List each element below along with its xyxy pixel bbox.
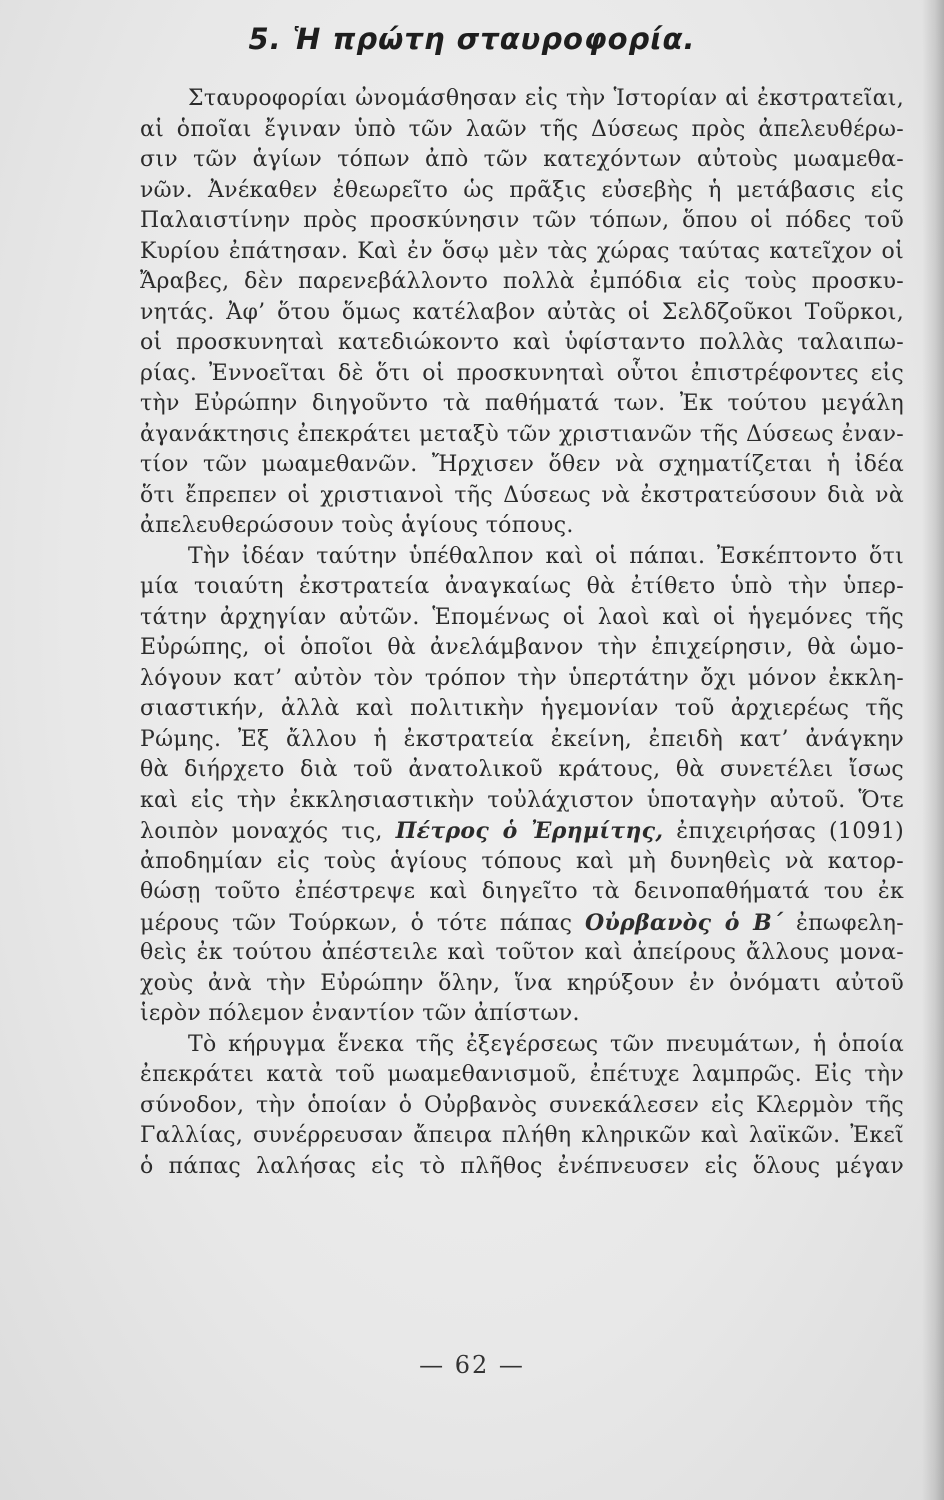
text-line: ρίας. Ἐννοεῖται δὲ ὅτι οἱ προσκυνηταὶ οὗτοι ἐπιστρέφοντες εἰς [140, 360, 904, 386]
text-line: σύνοδον, τὴν ὁποίαν ὁ Οὐρβανὸς συνεκάλεσεν εἰς Κλερμὸν τῆς [140, 1092, 904, 1118]
text-line: ἀπελευθερώσουν τοὺς ἁγίους τόπους. [140, 513, 574, 538]
text-prefix: μέρους τῶν Τούρκων, ὁ τότε πάπας [140, 910, 585, 936]
text-line: σιαστικήν, ἀλλὰ καὶ πολιτικὴν ἡγεμονίαν τοῦ ἀρχιερέως τῆς [140, 696, 904, 721]
text-suffix: ἐπωφελη- [783, 910, 904, 936]
text-prefix: λοιπὸν μοναχός τις, [140, 819, 396, 844]
text-line: σιν τῶν ἁγίων τόπων ἀπὸ τῶν κατεχόντων αὐτοὺς μωαμεθα- [140, 147, 904, 172]
text-line: νῶν. Ἀνέκαθεν ἐθεωρεῖτο ὡς πρᾶξις εὐσεβὴς ἡ μετάβασις εἰς [140, 177, 904, 203]
text-line: λόγουν κατ’ αὐτὸν τὸν τρόπον τὴν ὑπερτάτην ὄχι μόνον ἐκκλη- [140, 665, 904, 691]
text-line: ὁ πάπας λαλήσας εἰς τὸ πλῆθος ἐνέπνευσεν εἰς ὅλους μέγαν [140, 1153, 904, 1179]
text-line: αἱ ὁποῖαι ἔγιναν ὑπὸ τῶν λαῶν τῆς Δύσεως πρὸς ἀπελευθέρω- [140, 116, 904, 142]
text-line: Εὐρώπης, οἱ ὁποῖοι θὰ ἀνελάμβανον τὴν ἐπιχείρησιν, θὰ ὡμο- [140, 635, 904, 660]
text-line: θεὶς ἐκ τούτου ἀπέστειλε καὶ τοῦτον καὶ ἀπείρους ἄλλους μονα- [140, 940, 904, 965]
text-line: ὅτι ἔπρεπεν οἱ χριστιανοὶ τῆς Δύσεως νὰ ἐκστρατεύσουν διὰ νὰ [140, 482, 904, 508]
text-line: τὴν Εὐρώπην διηγοῦντο τὰ παθήματά των. Ἐκ τούτου μεγάλη [140, 391, 904, 416]
binding-shadow [922, 0, 944, 1500]
text-line: Τὴν ἰδέαν ταύτην ὑπέθαλπον καὶ οἱ πάπαι. Ἐσκέπτοντο ὅτι [188, 543, 904, 569]
text-line: Τὸ κήρυγμα ἕνεκα τῆς ἐξεγέρσεως τῶν πνευμάτων, ἡ ὁποία [188, 1031, 904, 1057]
text-line: νητάς. Ἀφ’ ὅτου ὅμως κατέλαβον αὐτὰς οἱ Σελδζοῦκοι Τοῦρκοι, [140, 299, 904, 325]
text-line: ἐπεκράτει κατὰ τοῦ μωαμεθανισμοῦ, ἐπέτυχε λαμπρῶς. Εἰς τὴν [140, 1062, 904, 1087]
section-title: 5. Ἡ πρώτη σταυροφορία. [248, 22, 696, 56]
text-line: Σταυροφορίαι ὠνομάσθησαν εἰς τὴν Ἱστορίαν αἱ ἐκστρατεῖαι, [188, 86, 904, 111]
name-peter-the-hermit: Πέτρος ὁ Ἐρημίτης, [395, 818, 664, 844]
body-text [140, 84, 904, 1182]
text-line-peter [140, 816, 904, 847]
text-line: Ρώμης. Ἐξ ἄλλου ἡ ἐκστρατεία ἐκείνη, ἐπειδὴ κατ’ ἀνάγκην [140, 726, 904, 752]
text-line: Γαλλίας, συνέρρευσαν ἄπειρα πλήθη κληρικῶν καὶ λαϊκῶν. Ἐκεῖ [140, 1123, 904, 1148]
text-line: Ἄραβες, δὲν παρενεβάλλοντο πολλὰ ἐμπόδια εἰς τοὺς προσκυ- [140, 269, 904, 294]
text-line: οἱ προσκυνηταὶ κατεδιώκοντο καὶ ὑφίσταντο πολλὰς ταλαιπω- [140, 330, 904, 355]
text-line-urban [140, 908, 904, 939]
text-line: Παλαιστίνην πρὸς προσκύνησιν τῶν τόπων, ὅπου οἱ πόδες τοῦ [140, 208, 904, 233]
text-line: τάτην ἀρχηγίαν αὐτῶν. Ἑπομένως οἱ λαοὶ καὶ οἱ ἡγεμόνες τῆς [140, 604, 904, 630]
text-line: χοὺς ἀνὰ τὴν Εὐρώπην ὅλην, ἵνα κηρύξουν ἐν ὀνόματι αὐτοῦ [140, 970, 904, 996]
text-line: θώσῃ τοῦτο ἐπέστρεψε καὶ διηγεῖτο τὰ δεινοπαθήματά του ἐκ [140, 879, 904, 904]
text-line: Κυρίου ἐπάτησαν. Καὶ ἐν ὅσῳ μὲν τὰς χώρας ταύτας κατεῖχον οἱ [140, 238, 904, 264]
text-line: ἀποδημίαν εἰς τοὺς ἁγίους τόπους καὶ μὴ δυνηθεὶς νὰ κατορ- [140, 848, 904, 874]
text-line: μία τοιαύτη ἐκστρατεία ἀναγκαίως θὰ ἐτίθετο ὑπὸ τὴν ὑπερ- [140, 574, 904, 599]
name-urban-ii: Οὐρβανὸς ὁ Β΄ [585, 909, 784, 936]
text-line: τίον τῶν μωαμεθανῶν. Ἤρχισεν ὅθεν νὰ σχηματίζεται ἡ ἰδέα [140, 452, 904, 477]
text-line: θὰ διήρχετο διὰ τοῦ ἀνατολικοῦ κράτους, θὰ συνετέλει ἴσως [140, 757, 904, 782]
text-suffix: ἐπιχειρήσας (1091) [663, 819, 905, 844]
text-line: ἀγανάκτησις ἐπεκράτει μεταξὺ τῶν χριστιανῶν τῆς Δύσεως ἐναν- [140, 421, 904, 447]
text-line: ἱερὸν πόλεμον ἐναντίον τῶν ἀπίστων. [140, 1001, 580, 1026]
page-number: — 62 — [419, 1351, 525, 1379]
text-line: καὶ εἰς τὴν ἐκκλησιαστικὴν τοὐλάχιστον ὑποταγὴν αὐτοῦ. Ὅτε [140, 787, 904, 813]
